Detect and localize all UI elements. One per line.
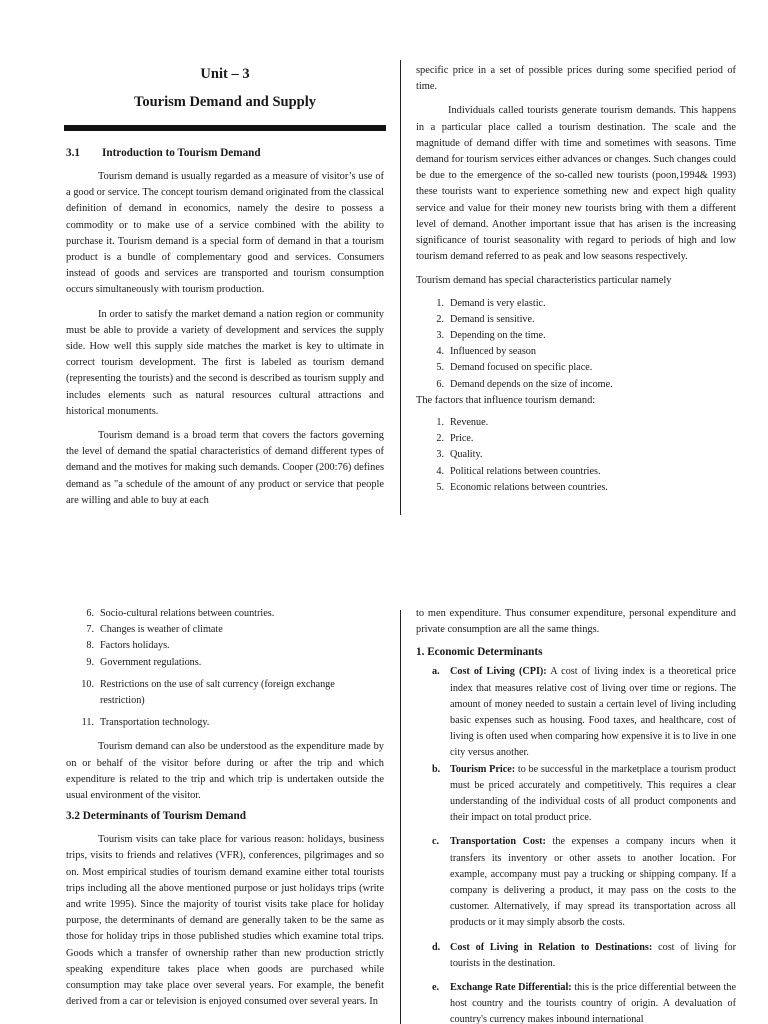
list-item: 3. Quality. xyxy=(436,449,483,461)
paragraph: Tourism demand can also be understood as the expenditure made by on or behalf of the visitor before during or after the trip and which expenditure is related to the trip and which trip is undertaken outside the usual environment of the visitor. xyxy=(66,741,384,802)
right-column xyxy=(416,606,736,1024)
characteristics-intro: Tourism demand has special characteristics particular namely xyxy=(416,275,672,287)
factors-intro: The factors that influence tourism demand: xyxy=(416,394,596,406)
list-item: 2. Price. xyxy=(436,433,474,445)
list-item: 6. Socio-cultural relations between countries. xyxy=(86,608,275,619)
list-item: 9. Government regulations. xyxy=(86,656,202,668)
page-gap xyxy=(0,540,768,600)
list-item: 8. Factors holidays. xyxy=(86,640,170,652)
list-item: e. Exchange Rate Differential: this is the price differential between the host country and the tourists country of origin. A devaluation of country's currency makes inbound international xyxy=(432,982,736,1024)
list-item: 1. Demand is very elastic. xyxy=(436,297,546,309)
paragraph-continuation: to men expenditure. Thus consumer expenditure, personal expenditure and private consumption are all the same things. xyxy=(416,608,736,636)
economic-determinants-heading: 1. Economic Determinants xyxy=(416,646,543,659)
right-column xyxy=(416,63,736,496)
paragraph: Tourism demand is a broad term that covers the factors governing the level of demand the spatial characteristics of demand different types of demand and the motives for making such demands. Cooper (200:76) defines demand as "a schedule of the amount of any product or service that people are willing and able to buy at each xyxy=(66,430,384,506)
list-item: 10. Restrictions on the use of salt currency (foreign exchange restriction) xyxy=(81,678,335,707)
list-item: 2. Demand is sensitive. xyxy=(436,313,535,325)
unit-title: Unit – 3 xyxy=(200,66,250,82)
list-item: 11. Transportation technology. xyxy=(81,717,210,729)
list-item: b. Tourism Price: to be successful in the marketplace a tourism product must be priced accurately and competitively. This requires a clear understanding of the individual costs of all product components and their impact on total product price. xyxy=(432,763,737,824)
list-item: 7. Changes is weather of climate xyxy=(86,624,223,636)
paragraph: In order to satisfy the market demand a nation region or community must be able to provide a variety of development and services the supply side. How well this supply side matches the market is key to ultimate in correct tourism development. The first is labeled as tourism demand (representing the tourists) and the second is described as tourism supply and includes elements such as natural resources cultural attractions and historical monuments. xyxy=(66,308,384,417)
column-divider xyxy=(400,60,401,515)
factors-list-continued xyxy=(66,606,384,671)
factors-list xyxy=(416,415,736,496)
paragraph: Individuals called tourists generate tourism demands. This happens in a particular place called a tourism destination. The scale and the magnitude of demand differ with time and sometimes with seasons. Time demand for tourism services either advances or changes. Such changes could be due to the emergence of the so-called new tourists (poon,1994& 1993) these tourists want to experience something new and expect high quality service and value for their money new tourists bring with them a different level of demand. Another important issue that has arisen is the increasing significance of tourist seasonality with regard to periods of high and low tourism demand referred to as peak and low seasons respectively. xyxy=(416,105,736,263)
list-item: 1. Revenue. xyxy=(436,417,489,429)
list-item: 5. Economic relations between countries. xyxy=(436,481,608,493)
list-item: 4. Political relations between countries. xyxy=(436,465,601,477)
left-column xyxy=(66,0,384,509)
unit-subtitle: Tourism Demand and Supply xyxy=(134,94,316,110)
document-page-2 xyxy=(0,600,768,1024)
list-item: 3. Depending on the time. xyxy=(436,330,546,342)
list-item: c. Transportation Cost: the expenses a company incurs when it transfers its inventory or other assets to another location. For example, accompany must pay a trucking or shipping company. If a company is delivering a product, it may pass on the costs to the customer. Alternatively, if may spread its transportation across all products or it may simply absorb the costs. xyxy=(432,836,737,929)
section-heading-3-1: 3.1 Introduction to Tourism Demand xyxy=(66,147,261,159)
column-divider xyxy=(400,610,401,1024)
section-heading-3-2: 3.2 Determinants of Tourism Demand xyxy=(66,810,246,823)
left-column xyxy=(66,606,384,1010)
paragraph-continuation: specific price in a set of possible prices during some specified period of time. xyxy=(416,65,736,93)
paragraph: Tourism demand is usually regarded as a measure of visitor’s use of a good or service. The concept tourism demand originated from the classical definition of demand in economics, namely the desire to possess a commodity or to make use of a service combined with the ability to purchase it. Tourism demand is a special form of demand in that a tourism product is a bundle of complementary good and services. Consumers instead of goods and services are transported and tourism consumption occurs simultaneously with tourism production. xyxy=(66,171,384,296)
list-item: a. Cost of Living (CPI): A cost of living index is a theoretical price index that measures relative cost of living over time or regions. The amount of money needed to sustain a certain level of living including basic expenses such as housing. Food taxes, and healthcare, cost of living is often used when comparing how expensive it is to live in one city versus another. xyxy=(432,666,737,759)
paragraph: Tourism visits can take place for various reason: holidays, business trips, visits to friends and relatives (VFR), conferences, pilgrimages and so on. Most empirical studies of tourism demand examine either total tourists trips including all the above mentioned purpose or just holidays trips (write and write 1995). Since the majority of tourist visits take place for holiday purpose, the determinants of demand are generally taken to be the same as those for holiday trips in those published studies which examine total trips. Goods which a transfer of ownership rather than new production strictly speaking expenditure takes place when goods are purchased while consumption may take place over several years. For example, the benefit derived from a car or television is enjoyed consumed over several years. In xyxy=(66,834,384,1008)
list-item: 5. Demand focused on specific place. xyxy=(436,362,593,374)
title-rule xyxy=(64,125,386,131)
list-item: 6. Demand depends on the size of income. xyxy=(436,378,613,390)
list-item: d. Cost of Living in Relation to Destinations: cost of living for tourists in the destination. xyxy=(432,941,736,969)
characteristics-list xyxy=(416,296,736,393)
list-item: 4. Influenced by season xyxy=(436,346,536,358)
